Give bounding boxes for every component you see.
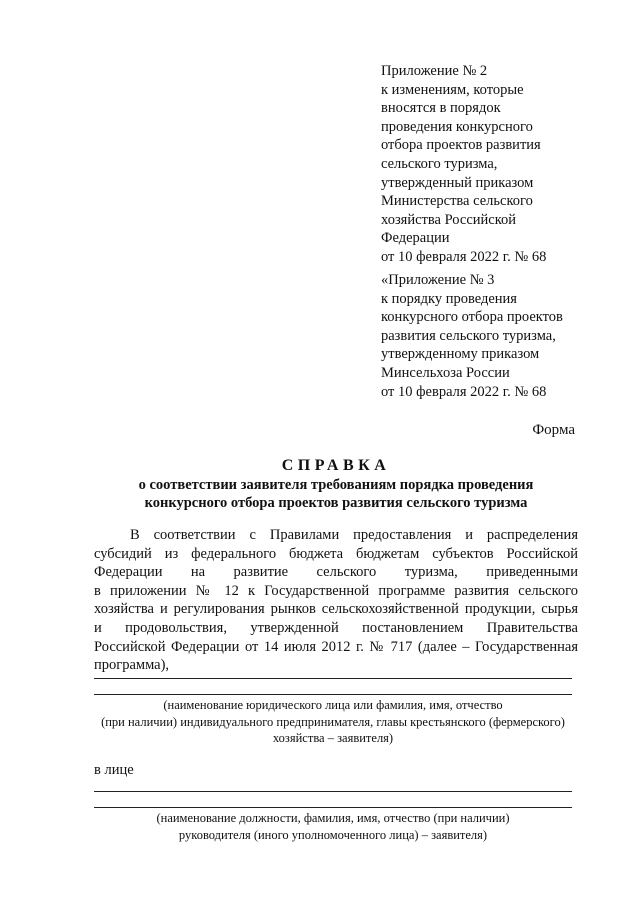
body-line: и продовольствия, утвержденной постановлением Правительства bbox=[94, 619, 578, 636]
representative-line-2[interactable] bbox=[94, 807, 572, 808]
appendix-line: к порядку проведения bbox=[381, 290, 517, 307]
appendix-line: утвержденному приказом bbox=[381, 346, 540, 363]
caption-line: (наименование юридического лица или фамилия, имя, отчество bbox=[163, 698, 503, 712]
appendix-line: Федерации bbox=[381, 230, 450, 247]
body-line: хозяйства и регулирования рынков сельскохозяйственной продукции, сырья bbox=[94, 601, 578, 618]
body-line: Федерации на развитие сельского туризма, приведенными bbox=[94, 564, 578, 581]
applicant-caption bbox=[94, 697, 572, 747]
appendix-2-header bbox=[381, 62, 601, 267]
body-line: В соответствии с Правилами предоставления и распределения bbox=[130, 527, 578, 543]
appendix-line: от 10 февраля 2022 г. № 68 bbox=[381, 248, 547, 265]
title-subtitle-line: конкурсного отбора проектов развития сельского туризма bbox=[144, 495, 528, 511]
appendix-line: проведения конкурсного bbox=[381, 118, 533, 135]
applicant-name-line-1[interactable] bbox=[94, 678, 572, 679]
caption-line: руководителя (иного уполномоченного лица) – заявителя) bbox=[178, 827, 488, 842]
appendix-line: от 10 февраля 2022 г. № 68 bbox=[381, 383, 547, 400]
appendix-line: Приложение № 2 bbox=[381, 63, 488, 79]
body-line: в приложении № 12 к Государственной программе развития сельского bbox=[94, 582, 578, 599]
document-title bbox=[94, 456, 578, 512]
appendix-3-header bbox=[381, 271, 601, 401]
appendix-line: отбора проектов развития bbox=[381, 137, 541, 154]
caption-line: (наименование должности, фамилия, имя, отчество (при наличии) bbox=[156, 811, 510, 825]
appendix-line: хозяйства Российской bbox=[381, 211, 517, 228]
representative-line-1[interactable] bbox=[94, 791, 572, 792]
form-label: Форма bbox=[532, 422, 575, 438]
appendix-line: Минсельхоза России bbox=[381, 364, 510, 381]
appendix-line: утвержденный приказом bbox=[381, 174, 534, 191]
title-subtitle-line: о соответствии заявителя требованиям порядка проведения bbox=[138, 477, 534, 493]
title-main: СПРАВКА bbox=[281, 457, 391, 474]
appendix-line: Министерства сельского bbox=[381, 193, 533, 210]
appendix-line: сельского туризма, bbox=[381, 155, 498, 172]
in-person-label: в лице bbox=[94, 762, 134, 778]
caption-line: (при наличии) индивидуального предпринимателя, главы крестьянского (фермерского) bbox=[101, 714, 565, 729]
appendix-line: развития сельского туризма, bbox=[381, 327, 556, 344]
body-paragraph bbox=[94, 526, 578, 675]
body-line: программа), bbox=[94, 657, 170, 674]
body-line: субсидий из федерального бюджета бюджетам субъектов Российской bbox=[94, 545, 578, 562]
appendix-line: к изменениям, которые bbox=[381, 81, 524, 98]
appendix-line: «Приложение № 3 bbox=[381, 272, 495, 288]
caption-line: хозяйства – заявителя) bbox=[272, 731, 394, 745]
appendix-line: конкурсного отбора проектов bbox=[381, 309, 563, 326]
applicant-name-line-2[interactable] bbox=[94, 694, 572, 695]
body-line: Российской Федерации от 14 июля 2012 г. № 717 (далее – Государственная bbox=[94, 638, 578, 655]
appendix-line: вносятся в порядок bbox=[381, 100, 501, 117]
representative-caption bbox=[94, 810, 572, 843]
